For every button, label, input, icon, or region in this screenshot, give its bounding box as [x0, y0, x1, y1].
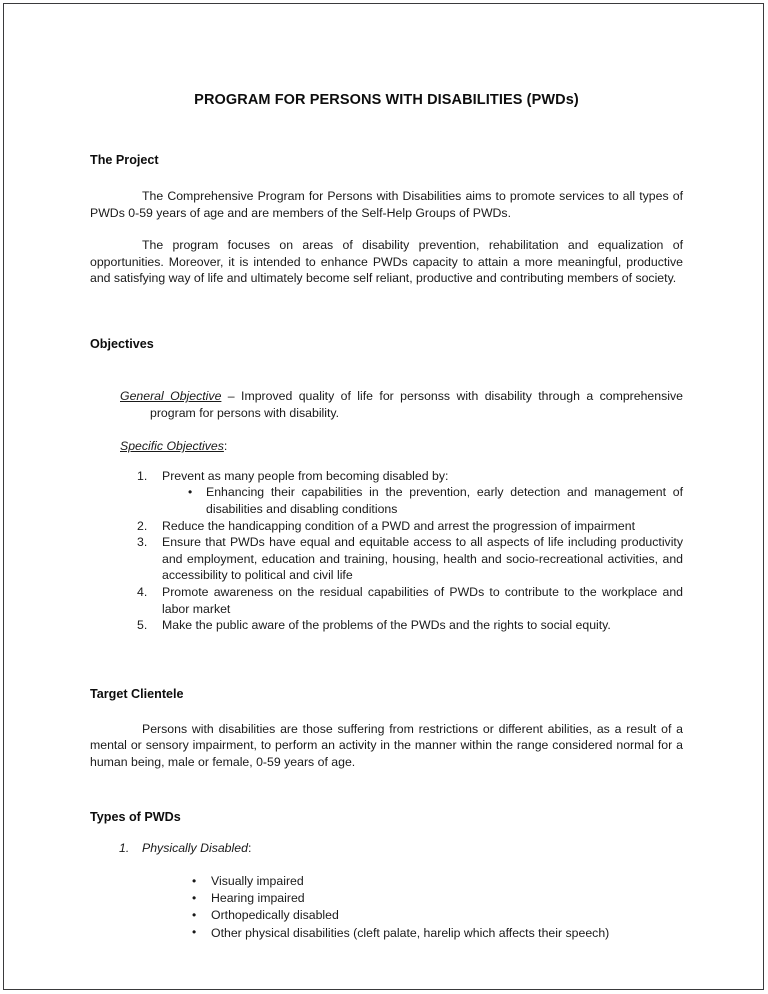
document-page — [3, 3, 764, 990]
general-objective-text: – Improved quality of life for personss with disability through a comprehensive program for persons with disability. — [150, 388, 683, 420]
specific-objectives-label: Specific Objectives — [120, 439, 224, 454]
type-item-colon: : — [247, 841, 252, 856]
type-bullet-list — [142, 857, 683, 942]
objective-item: Reduce the handicapping condition of a PWD and arrest the progression of impairment — [162, 518, 636, 533]
type-bullet: • Hearing impaired — [142, 890, 683, 907]
general-objective-label: General Objective — [120, 388, 222, 403]
specific-objectives-label-line — [90, 421, 683, 455]
project-paragraph-2: The program focuses on areas of disability prevention, rehabilitation and equalization of opportunities. Moreover, it is intended to enhance PWDs capacity to attain a more meaningful, productive and satisfying way of life and ultimately become self reliant, productive and contributing members of society. — [90, 238, 683, 286]
objective-item: Promote awareness on the residual capabilities of PWDs to contribute to the workplace and labor market — [162, 584, 683, 616]
section-heading-objectives: Objectives — [90, 336, 154, 351]
document-title: PROGRAM FOR PERSONS WITH DISABILITIES (PWDs) — [194, 92, 579, 108]
type-bullet: • Visually impaired — [142, 873, 683, 890]
type-item — [90, 840, 683, 941]
section-heading-the-project: The Project — [90, 153, 159, 167]
types-of-pwds-list — [90, 824, 683, 941]
type-bullet: • Other physical disabilities (cleft palate, harelip which affects their speech) — [142, 925, 683, 942]
objectives-block — [90, 351, 683, 634]
objective-item: Ensure that PWDs have equal and equitable access to all aspects of life including productivity and employment, education and training, housing, health and socio-recreational activities, and accessibility to political and civil life — [162, 535, 683, 583]
section-heading-target-clientele: Target Clientele — [90, 686, 184, 701]
objective-item — [90, 468, 683, 518]
objective-sub-bullet: • Enhancing their capabilities in the prevention, early detection and management of disabilities and disabling conditions — [162, 484, 683, 517]
specific-objectives-list — [90, 455, 683, 634]
specific-objectives-colon: : — [223, 439, 228, 454]
project-paragraph-1: The Comprehensive Program for Persons with Disabilities aims to promote services to all types of PWDs 0-59 years of age and are members of the Self-Help Groups of PWDs. — [90, 189, 683, 220]
objective-item: Make the public aware of the problems of the PWDs and the rights to social equity. — [162, 618, 611, 633]
clientele-paragraph: Persons with disabilities are those suffering from restrictions or different abilities, as a result of a mental or sensory impairment, to perform an activity in the manner within the range considered normal for a human being, male or female, 0-59 years of age. — [90, 721, 683, 769]
page-content-area — [90, 4, 683, 942]
type-bullet: • Orthopedically disabled — [142, 907, 683, 924]
general-objective — [120, 388, 683, 421]
section-heading-types-of-pwds: Types of PWDs — [90, 810, 181, 825]
objective-item-text: Prevent as many people from becoming disabled by: — [162, 468, 449, 483]
objective-sub-bullet-list — [162, 484, 683, 517]
type-item-label: Physically Disabled — [142, 841, 248, 856]
